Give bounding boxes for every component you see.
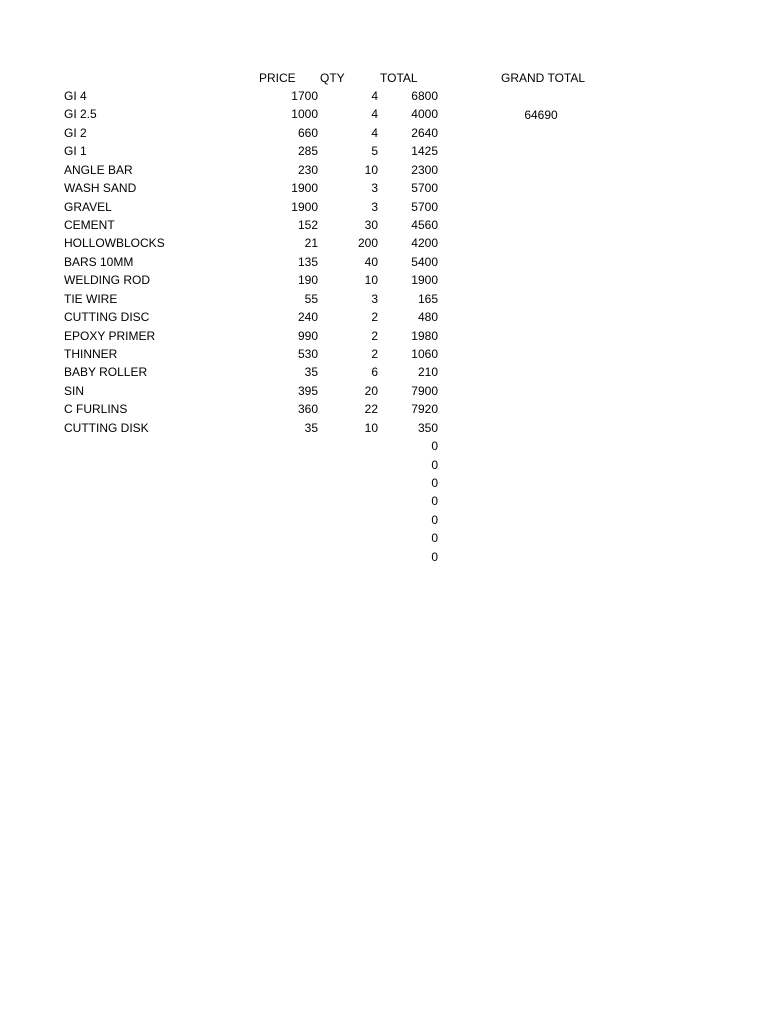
price-cell: 240	[297, 310, 318, 325]
item-name-cell: WASH SAND	[64, 181, 137, 196]
table-row	[0, 308, 768, 326]
qty-cell: 30	[364, 218, 378, 232]
price-cell	[258, 492, 318, 510]
table-row	[0, 511, 768, 529]
total-header: TOTAL	[380, 71, 418, 85]
grand-total-header: GRAND TOTAL	[501, 71, 586, 85]
table-row	[0, 87, 768, 105]
total-cell: 1060	[411, 347, 438, 362]
table-row	[0, 105, 768, 123]
qty-cell: 3	[371, 291, 378, 306]
price-cell	[258, 456, 318, 474]
qty-cell	[330, 511, 378, 529]
price-header: PRICE	[259, 71, 296, 85]
qty-cell	[330, 437, 378, 455]
table-row	[0, 437, 768, 455]
table-row	[0, 253, 768, 271]
price-cell: 152	[297, 218, 318, 232]
total-cell: 7900	[411, 383, 438, 398]
table-row	[0, 529, 768, 547]
item-name-cell: SIN	[64, 383, 85, 398]
item-name-cell: GRAVEL	[64, 199, 112, 214]
qty-cell: 4	[371, 89, 378, 103]
table-row	[0, 548, 768, 566]
qty-cell: 2	[371, 347, 378, 362]
qty-header: QTY	[320, 71, 345, 85]
qty-cell: 10	[364, 162, 378, 177]
total-cell: 1900	[411, 273, 438, 288]
item-name-cell: GI 1	[64, 144, 87, 159]
price-cell: 1700	[291, 89, 318, 103]
total-cell: 0	[431, 512, 438, 527]
price-cell: 35	[304, 365, 318, 380]
qty-cell: 40	[364, 254, 378, 269]
item-name-cell: ANGLE BAR	[64, 162, 133, 177]
item-name-cell: CEMENT	[64, 218, 115, 232]
item-name-cell: GI 4	[64, 89, 87, 103]
price-cell: 395	[297, 383, 318, 398]
total-cell: 0	[431, 531, 438, 546]
item-name-cell: BABY ROLLER	[64, 365, 148, 380]
item-name-cell: CUTTING DISC	[64, 310, 150, 325]
total-cell: 1425	[411, 144, 438, 159]
price-cell: 990	[297, 328, 318, 343]
price-cell: 1000	[291, 107, 318, 122]
table-row	[0, 216, 768, 234]
table-row	[0, 124, 768, 142]
total-cell: 0	[431, 476, 438, 491]
table-row	[0, 290, 768, 308]
table-row	[0, 234, 768, 252]
total-cell: 350	[417, 420, 438, 435]
price-cell: 230	[297, 162, 318, 177]
grand-total-value: 64690	[524, 108, 558, 122]
qty-cell: 5	[371, 144, 378, 159]
price-cell	[258, 474, 318, 492]
price-cell: 21	[304, 236, 318, 251]
total-cell: 0	[431, 457, 438, 472]
total-cell: 480	[417, 310, 438, 325]
total-cell: 4560	[411, 218, 438, 232]
qty-cell: 200	[357, 236, 378, 251]
price-cell: 285	[297, 144, 318, 159]
price-cell: 55	[304, 291, 318, 306]
total-cell: 2640	[411, 125, 438, 140]
table-row	[0, 400, 768, 418]
total-cell: 4200	[411, 236, 438, 251]
price-cell	[258, 529, 318, 547]
item-name-cell: THINNER	[64, 347, 118, 362]
qty-cell: 10	[364, 273, 378, 288]
item-name-cell: C FURLINS	[64, 402, 128, 417]
qty-cell: 2	[371, 310, 378, 325]
price-cell: 1900	[291, 199, 318, 214]
qty-cell: 3	[371, 181, 378, 196]
table-row	[0, 327, 768, 345]
item-name-cell: GI 2.5	[64, 107, 97, 122]
total-cell: 0	[431, 439, 438, 454]
qty-cell: 3	[371, 199, 378, 214]
item-name-cell: GI 2	[64, 125, 87, 140]
table-row	[0, 363, 768, 381]
price-cell: 1900	[291, 181, 318, 196]
qty-cell	[330, 456, 378, 474]
qty-cell	[330, 474, 378, 492]
qty-cell: 4	[371, 107, 378, 122]
total-cell: 2300	[411, 162, 438, 177]
total-cell: 5400	[411, 254, 438, 269]
qty-cell: 4	[371, 125, 378, 140]
total-cell: 5700	[411, 199, 438, 214]
price-cell: 530	[297, 347, 318, 362]
item-name-cell: TIE WIRE	[64, 291, 118, 306]
qty-cell	[330, 548, 378, 566]
table-row	[0, 271, 768, 289]
total-cell: 1980	[411, 328, 438, 343]
total-cell: 210	[417, 365, 438, 380]
item-name-cell: HOLLOWBLOCKS	[64, 236, 165, 251]
total-cell: 0	[431, 494, 438, 509]
price-cell: 660	[297, 125, 318, 140]
qty-cell: 10	[364, 420, 378, 435]
qty-cell: 2	[371, 328, 378, 343]
item-name-cell: BARS 10MM	[64, 254, 134, 269]
item-name-cell: CUTTING DISK	[64, 420, 149, 435]
table-row	[0, 419, 768, 437]
table-row	[0, 179, 768, 197]
total-cell: 6800	[411, 89, 438, 103]
item-name-cell: WELDING ROD	[64, 273, 151, 288]
table-row	[0, 456, 768, 474]
price-cell	[258, 511, 318, 529]
qty-cell	[330, 492, 378, 510]
price-cell: 360	[297, 402, 318, 417]
qty-cell: 22	[364, 402, 378, 417]
total-cell: 5700	[411, 181, 438, 196]
item-name-cell: EPOXY PRIMER	[64, 328, 156, 343]
total-cell: 165	[417, 291, 438, 306]
price-cell	[258, 437, 318, 455]
table-row	[0, 382, 768, 400]
table-row	[0, 474, 768, 492]
total-cell: 0	[431, 549, 438, 564]
price-cell: 35	[304, 420, 318, 435]
total-cell: 4000	[411, 107, 438, 122]
total-cell: 7920	[411, 402, 438, 417]
qty-cell	[330, 529, 378, 547]
table-row	[0, 198, 768, 216]
table-row	[0, 492, 768, 510]
table-row	[0, 161, 768, 179]
qty-cell: 20	[364, 383, 378, 398]
table-row	[0, 345, 768, 363]
qty-cell: 6	[371, 365, 378, 380]
table-row	[0, 142, 768, 160]
price-cell	[258, 548, 318, 566]
price-cell: 190	[297, 273, 318, 288]
price-cell: 135	[297, 254, 318, 269]
